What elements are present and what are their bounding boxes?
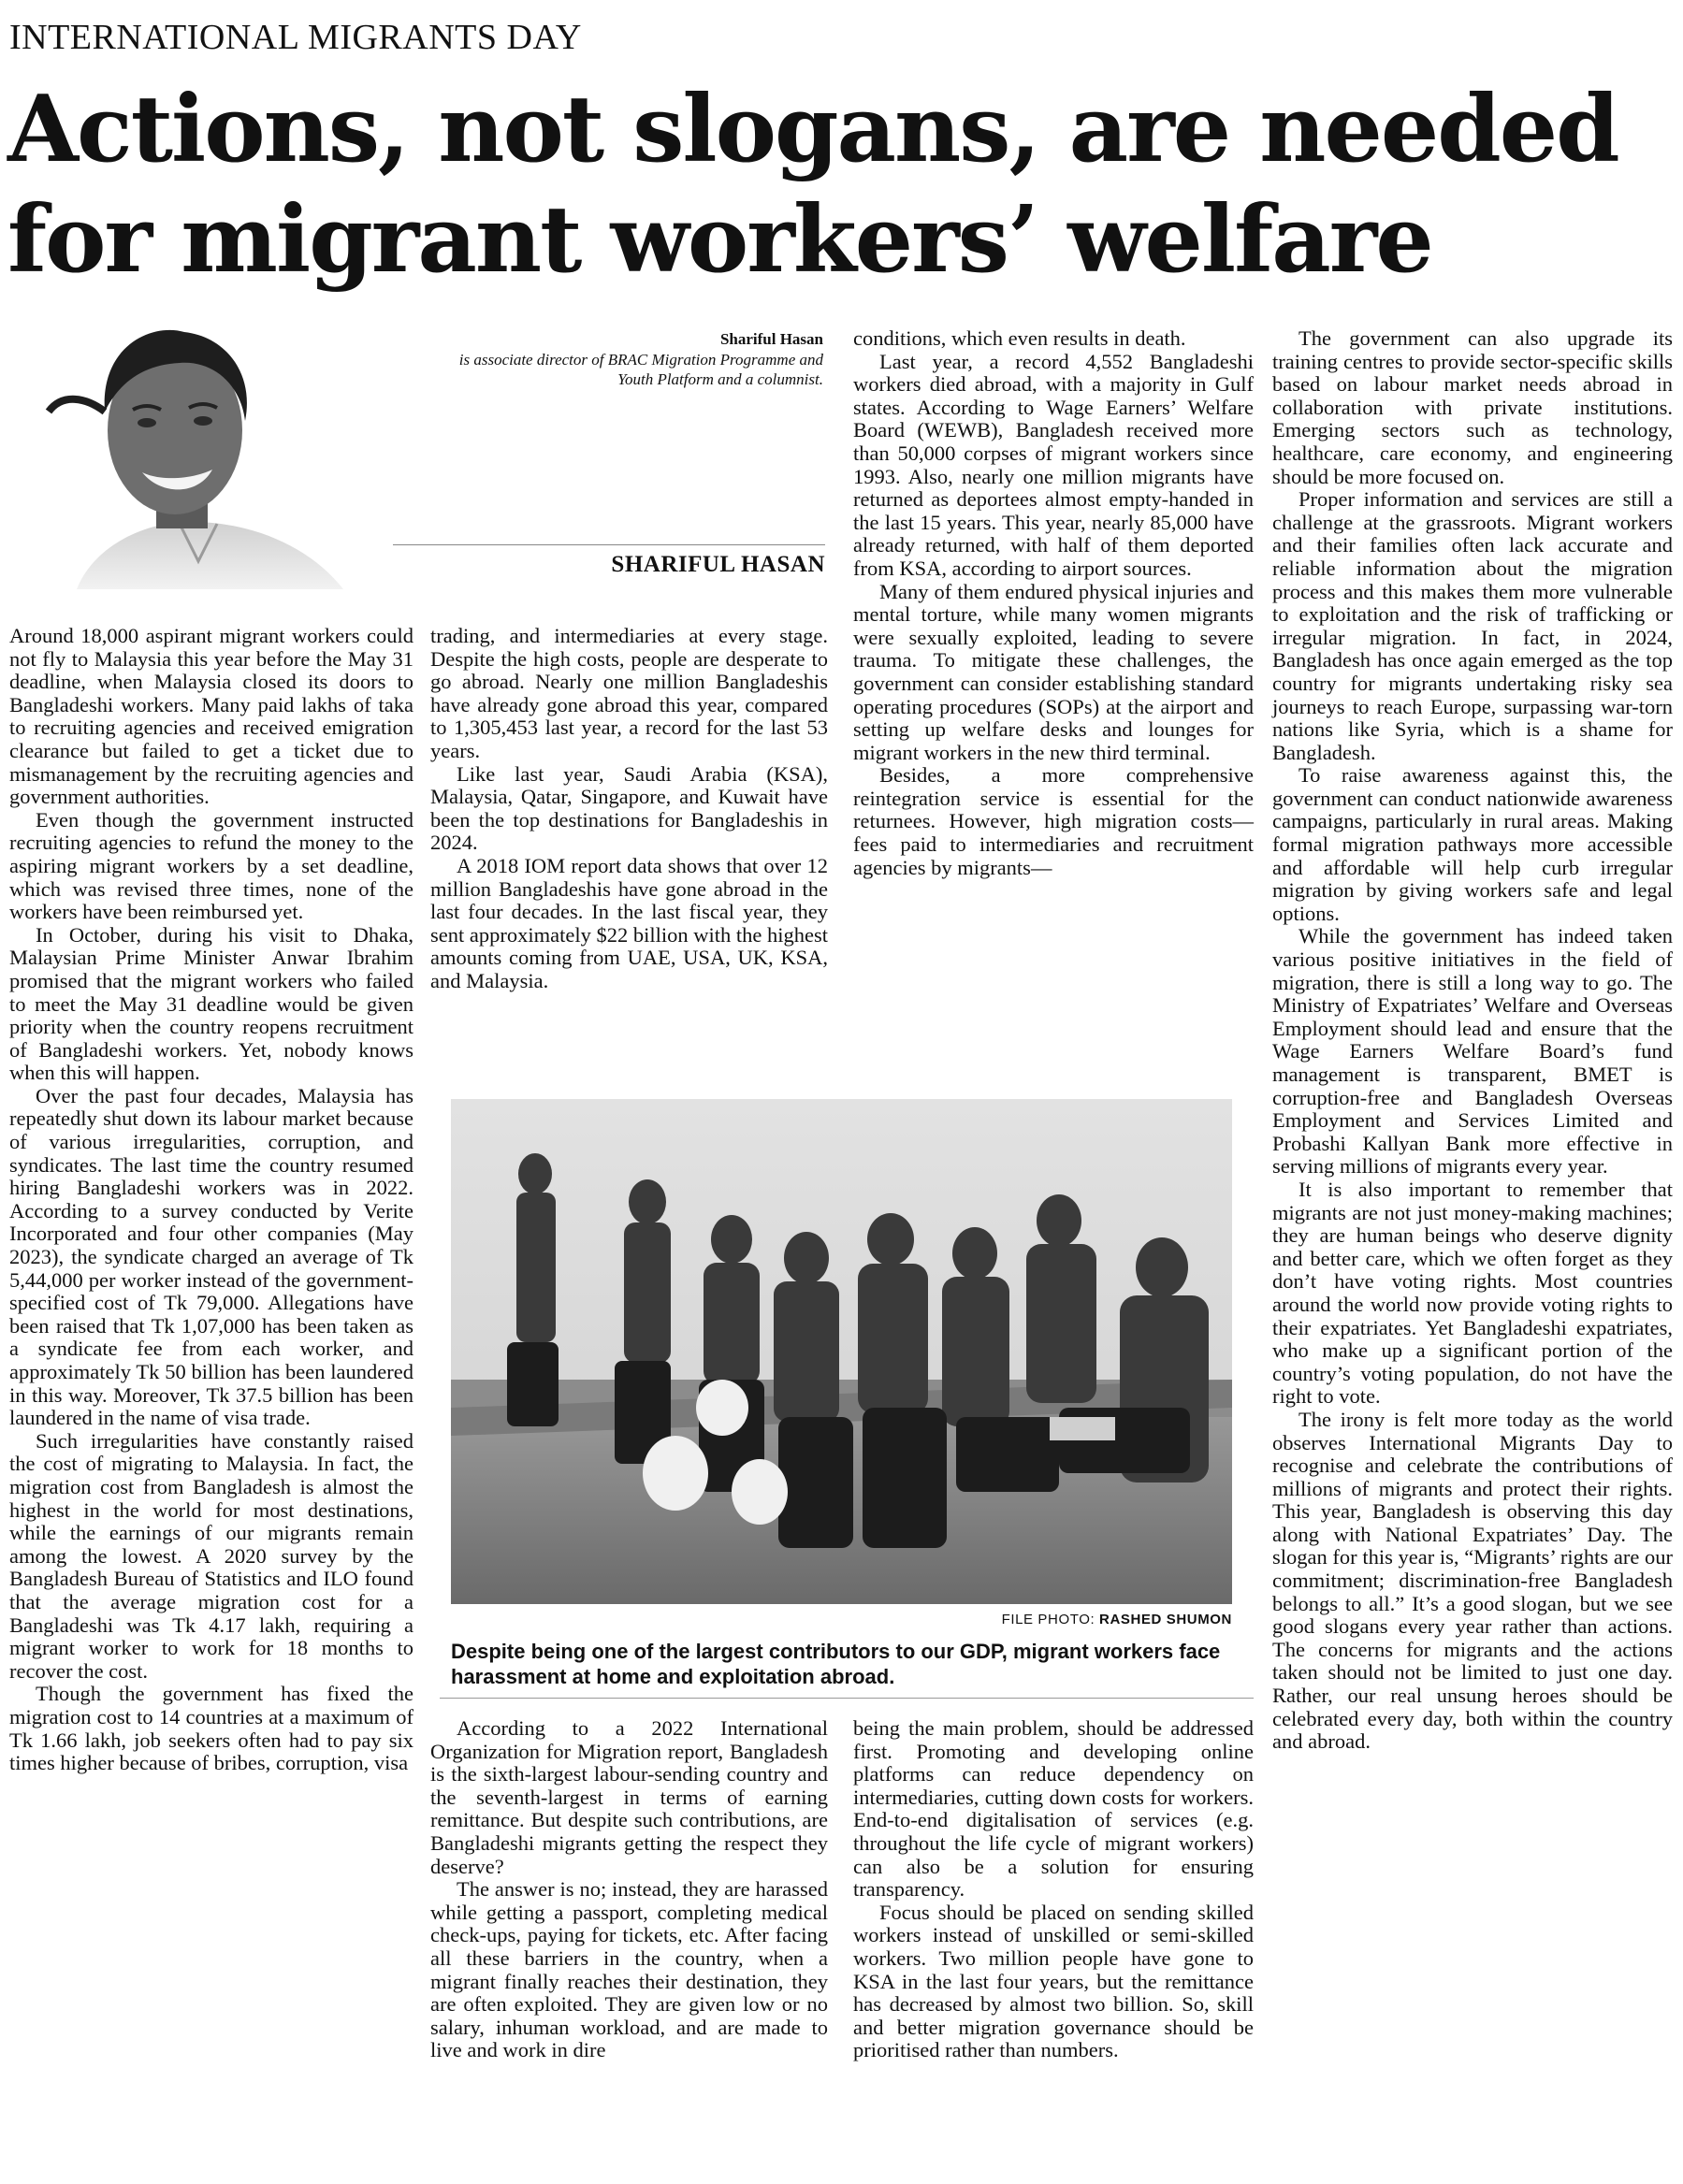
article-column-2-bottom [430,1717,828,2062]
paragraph: In October, during his visit to Dhaka, Malaysian Prime Minister Anwar Ibrahim promised that the migrant workers who failed to meet the May 31 deadline would be given priority when the country reopens recruitment of Bangladeshi workers. Yet, nobody knows when this will happen. [9,922,413,1085]
paragraph: trading, and intermediaries at every stage. Despite the high costs, people are desperate to go abroad. Nearly one million Bangladeshis have already gone abroad this year, compared to 1,305,453 last year, a record for the last 53 years. [430,624,828,762]
paragraph: conditions, which even results in death. [853,326,1186,350]
article-column-1 [9,625,413,1775]
paragraph: Focus should be placed on sending skilled workers instead of unskilled or semi-skilled workers. Two million people have gone to KSA in the last four years, but the remittance has decreased by almost two billion. So, skill and better migration governance should be prioritised rather than numbers. [853,1900,1254,2062]
article-column-2-top [430,625,828,993]
paragraph: Even though the government instructed recruiting agencies to refund the money to the aspiring migrant workers by a set deadline, which was revised three times, none of the workers have been reimbursed yet. [9,807,413,924]
paragraph: Like last year, Saudi Arabia (KSA), Malaysia, Qatar, Singapore, and Kuwait have been the top destinations for Bangladeshis in 2024. [430,761,828,855]
paragraph: The irony is felt more today as the world observes International Migrants Day to recognise and celebrate the contributions of millions of migrants and protect their rights. This year, Bangladesh is observing this day along with National Expatriates’ Day. The slogan for this year is, “Migrants’ rights are our commitment; discrimination-free Bangladesh belongs to all.” It’s a good slogan, but we see good slogans every year rather than actions. The concerns for migrants and the actions taken should not be limited to just one day. Rather, our real unsung heroes should be celebrated every day, both within the country and abroad. [1272,1407,1673,1754]
article-column-3-top [853,327,1254,879]
article-column-3-bottom [853,1717,1254,2062]
photo-credit-name: RASHED SHUMON [1099,1612,1232,1627]
article-photo [451,1099,1232,1604]
paragraph: Many of them endured physical injuries and mental torture, while many women migrants were sexually exploited, leading to severe trauma. To mitigate these challenges, the government can consider establishing standard operating procedures (SOPs) at the airport and setting up welfare desks and lounges for migrant workers in the new third terminal. [853,579,1254,764]
photo-credit-prefix: FILE PHOTO: [1001,1612,1100,1627]
paragraph: Last year, a record 4,552 Bangladeshi workers died abroad, with a majority in Gulf states. According to Wage Earners’ Welfare Board (WEWB), Bangladesh received more than 50,000 corpses of migrant workers since 1993. Also, nearly one million migrants have returned as deportees almost empty-handed in the last 15 years. This year, nearly 85,000 have already returned, with half of them deported from KSA, according to airport sources. [853,349,1254,580]
paragraph: To raise awareness against this, the government can conduct nationwide awareness campaigns, particularly in rural areas. Making formal migration pathways more accessible and affordable will help curb irregular migration by giving workers safe and legal options. [1272,763,1673,925]
byline: SHARIFUL HASAN [611,552,825,577]
paragraph: Besides, a more comprehensive reintegration service is essential for the returnees. However, high migration costs—fees paid to intermediaries and recruitment agencies by migrants— [853,763,1254,879]
author-bio-block [449,329,823,389]
headline [7,75,1673,296]
paragraph: While the government has indeed taken various positive initiatives in the field of migration, there is still a long way to go. The Ministry of Expatriates’ Welfare and Overseas Employment should lead and ensure that the Wage Earners Welfare Board’s fund management is transparent, BMET is corruption-free and Bangladesh Overseas Employment and Services Limited and Probashi Kallyan Bank more effective in serving millions of migrants every year. [1272,924,1673,1179]
photo-caption: Despite being one of the largest contributors to our GDP, migrant workers face harassment at home and exploitation abroad. [451,1640,1221,1688]
paragraph: Around 18,000 aspirant migrant workers could not fly to Malaysia this year before the May 31 deadline, when Malaysia closed its doors to Bangladeshi workers. Many paid lakhs of taka to recruiting agencies and received emigration clearance but failed to get a ticket due to mismanagement by the recruiting agencies and government authorities. [9,624,413,809]
author-portrait [11,309,343,589]
byline-divider [393,544,825,545]
headline-line-2: for migrant workers’ welfare [7,186,1432,294]
section-kicker: INTERNATIONAL MIGRANTS DAY [9,18,582,57]
author-bio: is associate director of BRAC Migration Programme and Youth Platform and a columnist. [458,351,823,388]
paragraph: The answer is no; instead, they are harassed while getting a passport, completing medical check-ups, paying for tickets, etc. After facing all these barriers in the country, when a migrant finally reaches their destination, they are often exploited. They are given low or no salary, inhuman workload, and are made to live and work in dire [430,1877,828,2062]
paragraph: A 2018 IOM report data shows that over 12 million Bangladeshis have gone abroad in the last four decades. In the last fiscal year, they sent approximately $22 billion with the highest amounts coming from UAE, USA, UK, KSA, and Malaysia. [430,853,828,992]
paragraph: Over the past four decades, Malaysia has repeatedly shut down its labour market because of various irregularities, corruption, and syndicates. The last time the country resumed hiring Bangladeshi workers was in 2022. According to a survey conducted by Verite Incorporated and four other companies (May 2023), the syndicate charged an average of Tk 5,44,000 per worker instead of the government-specified cost of Tk 79,000. Allegations have been raised that Tk 1,07,000 has been taken as a syndicate fee from each worker, and approximately Tk 50 billion has been laundered in this way. Moreover, Tk 37.5 billion has been laundered in the name of visa trade. [9,1083,413,1430]
paragraph: Proper information and services are still a challenge at the grassroots. Migrant workers and their families often lack accurate and reliable information about the migration process and this makes them more vulnerable to exploitation and the risk of trafficking or irregular migration. In fact, in 2024, Bangladesh has once again emerged as the top country for migrants undertaking risky sea journeys to reach Europe, surpassing war-torn nations like Syria, which is a shame for Bangladesh. [1272,487,1673,764]
paragraph: being the main problem, should be addressed first. Promoting and developing online platforms can reduce dependency on intermediaries, cutting down costs for workers. End-to-end digitalisation of services (e.g. throughout the life cycle of migrant workers) can also be a solution for ensuring transparency. [853,1716,1254,1902]
headline-line-1: Actions, not slogans, are needed [7,76,1618,183]
article-column-4 [1272,327,1673,1754]
photo-credit [451,1612,1232,1627]
paragraph: Though the government has fixed the migration cost to 14 countries at a maximum of Tk 1.66 lakh, job seekers often had to pay six times higher because of bribes, corruption, visa [9,1682,413,1775]
caption-divider [440,1698,1254,1699]
paragraph: Such irregularities have constantly raised the cost of migrating to Malaysia. In fact, the migration cost from Bangladesh is almost the highest in the world for most destinations, while the earnings of our migrants remain among the lowest. A 2020 survey by the Bangladesh Bureau of Statistics and ILO found that the average migration cost for a Bangladeshi was Tk 4.17 lakh, requiring a migrant worker to work for 18 months to recover the cost. [9,1428,413,1683]
author-name: Shariful Hasan [719,330,823,348]
paragraph: The government can also upgrade its training centres to provide sector-specific skills based on labour market needs abroad in collaboration with private institutions. Emerging sectors such as technology, healthcare, care economy, and engineering should be more focused on. [1272,326,1673,488]
paragraph: According to a 2022 International Organization for Migration report, Bangladesh is the sixth-largest labour-sending country and the seventh-largest in terms of earning remittance. But despite such contributions, are Bangladeshi migrants getting the respect they deserve? [430,1716,828,1878]
paragraph: It is also important to remember that migrants are not just money-making machines; they are human beings who deserve dignity and better care, which we often forget as they don’t have voting rights. Most countries around the world now provide voting rights to their expatriates. Yet Bangladeshi expatriates, who make up a significant portion of the country’s voting population, do not have the right to vote. [1272,1177,1673,1409]
